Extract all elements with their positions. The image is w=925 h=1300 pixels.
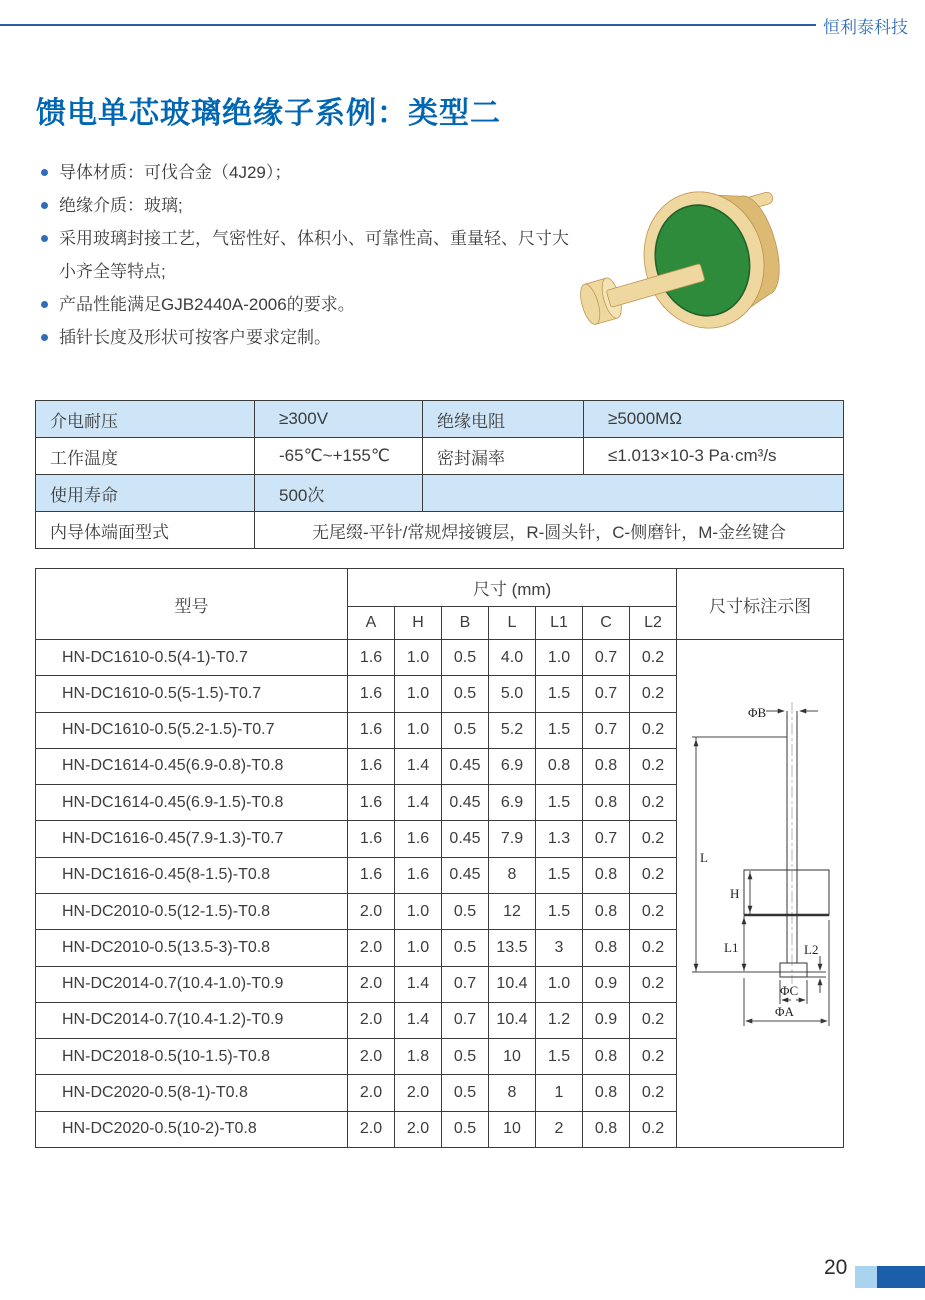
dim-label-phiA: ΦA bbox=[774, 1004, 794, 1019]
dim-cell: 10.4 bbox=[489, 966, 536, 1002]
dim-cell: 0.8 bbox=[583, 930, 630, 966]
model-cell: HN-DC1610-0.5(5-1.5)-T0.7 bbox=[36, 676, 348, 712]
model-cell: HN-DC2010-0.5(13.5-3)-T0.8 bbox=[36, 930, 348, 966]
dim-cell: 1.0 bbox=[395, 893, 442, 929]
model-cell: HN-DC1614-0.45(6.9-0.8)-T0.8 bbox=[36, 748, 348, 784]
dim-cell: 2.0 bbox=[348, 1075, 395, 1111]
table-row bbox=[36, 640, 844, 676]
dim-cell: 0.7 bbox=[442, 966, 489, 1002]
dim-cell: 0.5 bbox=[442, 930, 489, 966]
dim-cell: 0.5 bbox=[442, 1039, 489, 1075]
header-rule bbox=[0, 24, 816, 26]
dim-label-H: H bbox=[729, 886, 739, 901]
dim-cell: 1.6 bbox=[395, 857, 442, 893]
dim-cell: 6.9 bbox=[489, 785, 536, 821]
dim-cell: 0.45 bbox=[442, 785, 489, 821]
dim-col-header: C bbox=[583, 607, 630, 640]
dim-label-phiB: ΦB bbox=[747, 705, 766, 720]
dim-cell: 0.45 bbox=[442, 821, 489, 857]
dim-cell: 2.0 bbox=[348, 1039, 395, 1075]
dim-cell: 0.5 bbox=[442, 893, 489, 929]
spec-value: ≤1.013×10-3 Pa·cm³/s bbox=[584, 438, 844, 475]
model-cell: HN-DC2014-0.7(10.4-1.0)-T0.9 bbox=[36, 966, 348, 1002]
feature-text: 绝缘介质：玻璃; bbox=[59, 196, 183, 215]
spec-row bbox=[36, 401, 844, 438]
dim-cell: 0.2 bbox=[630, 640, 677, 676]
dim-cell: 1.6 bbox=[348, 712, 395, 748]
footer-accent-light bbox=[855, 1266, 877, 1288]
bullet-icon bbox=[41, 202, 48, 209]
model-header-cell: 型号 bbox=[36, 569, 348, 640]
model-cell: HN-DC1616-0.45(8-1.5)-T0.8 bbox=[36, 857, 348, 893]
page-number: 20 bbox=[824, 1256, 848, 1279]
dim-cell: 7.9 bbox=[489, 821, 536, 857]
dims-header-cell: 尺寸 (mm) bbox=[348, 569, 677, 607]
header-row bbox=[36, 569, 844, 607]
dim-cell: 0.8 bbox=[583, 1039, 630, 1075]
dim-cell: 2.0 bbox=[395, 1075, 442, 1111]
dim-cell: 0.5 bbox=[442, 1075, 489, 1111]
dim-cell: 0.7 bbox=[583, 712, 630, 748]
dim-cell: 1 bbox=[536, 1075, 583, 1111]
dim-cell: 1.0 bbox=[395, 676, 442, 712]
dim-cell: 1.6 bbox=[348, 748, 395, 784]
dim-cell: 1.3 bbox=[536, 821, 583, 857]
spec-table bbox=[35, 400, 844, 549]
dim-col-header: L bbox=[489, 607, 536, 640]
bullet-icon bbox=[41, 235, 48, 242]
dimension-drawing bbox=[678, 640, 843, 1142]
dim-cell: 1.6 bbox=[348, 785, 395, 821]
dim-cell: 1.5 bbox=[536, 893, 583, 929]
dimension-table bbox=[35, 568, 844, 1148]
dim-cell: 1.4 bbox=[395, 966, 442, 1002]
dim-cell: 1.4 bbox=[395, 1002, 442, 1038]
dim-cell: 1.4 bbox=[395, 748, 442, 784]
dim-cell: 2.0 bbox=[348, 1002, 395, 1038]
dim-cell: 0.7 bbox=[442, 1002, 489, 1038]
dim-cell: 1.0 bbox=[536, 966, 583, 1002]
dim-cell: 8 bbox=[489, 1075, 536, 1111]
dim-cell: 0.2 bbox=[630, 712, 677, 748]
dim-cell: 0.8 bbox=[536, 748, 583, 784]
dim-cell: 5.0 bbox=[489, 676, 536, 712]
dim-cell: 0.5 bbox=[442, 640, 489, 676]
dim-cell: 1.5 bbox=[536, 676, 583, 712]
dim-cell: 2.0 bbox=[348, 966, 395, 1002]
dim-col-header: L1 bbox=[536, 607, 583, 640]
dim-cell: 1.6 bbox=[348, 640, 395, 676]
dim-cell: 1.6 bbox=[348, 857, 395, 893]
dim-cell: 0.7 bbox=[583, 676, 630, 712]
footer-accent-dark bbox=[877, 1266, 925, 1288]
spec-empty-cell bbox=[423, 475, 844, 512]
dim-cell: 3 bbox=[536, 930, 583, 966]
bullet-icon bbox=[41, 169, 48, 176]
spec-label: 工作温度 bbox=[36, 438, 255, 475]
dim-cell: 1.5 bbox=[536, 857, 583, 893]
dim-cell: 0.2 bbox=[630, 857, 677, 893]
dim-cell: 0.7 bbox=[583, 821, 630, 857]
feature-text: 插针长度及形状可按客户要求定制。 bbox=[59, 328, 331, 347]
dim-cell: 10.4 bbox=[489, 1002, 536, 1038]
dim-cell: 0.5 bbox=[442, 712, 489, 748]
dimension-diagram bbox=[677, 640, 844, 1148]
dim-cell: 0.2 bbox=[630, 1075, 677, 1111]
model-cell: HN-DC1610-0.5(4-1)-T0.7 bbox=[36, 640, 348, 676]
dim-cell: 0.5 bbox=[442, 1111, 489, 1147]
dim-cell: 0.8 bbox=[583, 857, 630, 893]
dim-cell: 1.6 bbox=[348, 676, 395, 712]
feature-text: 采用玻璃封接工艺，气密性好、体积小、可靠性高、重量轻、尺寸大小齐全等特点; bbox=[59, 229, 569, 281]
dim-cell: 1.5 bbox=[536, 1039, 583, 1075]
dim-cell: 10 bbox=[489, 1039, 536, 1075]
feature-item bbox=[38, 321, 578, 354]
dim-cell: 1.0 bbox=[536, 640, 583, 676]
dim-cell: 10 bbox=[489, 1111, 536, 1147]
dim-cell: 6.9 bbox=[489, 748, 536, 784]
dim-cell: 1.4 bbox=[395, 785, 442, 821]
dim-cell: 2.0 bbox=[348, 930, 395, 966]
dim-cell: 1.0 bbox=[395, 712, 442, 748]
dim-cell: 0.9 bbox=[583, 966, 630, 1002]
spec-label: 介电耐压 bbox=[36, 401, 255, 438]
dim-cell: 0.8 bbox=[583, 1075, 630, 1111]
pin-head-outline bbox=[780, 963, 807, 977]
dim-col-header: A bbox=[348, 607, 395, 640]
bullet-icon bbox=[41, 334, 48, 341]
dim-cell: 0.2 bbox=[630, 1002, 677, 1038]
spec-label: 绝缘电阻 bbox=[423, 401, 584, 438]
dim-cell: 0.2 bbox=[630, 930, 677, 966]
dim-cell: 1.8 bbox=[395, 1039, 442, 1075]
company-logo: 恒利泰科技 bbox=[823, 18, 908, 37]
dim-col-header: B bbox=[442, 607, 489, 640]
spec-row bbox=[36, 438, 844, 475]
dim-cell: 0.2 bbox=[630, 1039, 677, 1075]
dim-cell: 0.2 bbox=[630, 1111, 677, 1147]
dim-cell: 13.5 bbox=[489, 930, 536, 966]
spec-row bbox=[36, 512, 844, 549]
dim-col-header: H bbox=[395, 607, 442, 640]
spec-value: -65℃~+155℃ bbox=[255, 438, 423, 475]
model-cell: HN-DC2010-0.5(12-1.5)-T0.8 bbox=[36, 893, 348, 929]
dim-cell: 0.8 bbox=[583, 785, 630, 821]
dim-cell: 1.5 bbox=[536, 785, 583, 821]
model-cell: HN-DC1616-0.45(7.9-1.3)-T0.7 bbox=[36, 821, 348, 857]
spec-value: 无尾缀-平针/常规焊接镀层，R-圆头针，C-侧磨针，M-金丝键合 bbox=[255, 512, 844, 549]
dim-cell: 4.0 bbox=[489, 640, 536, 676]
model-cell: HN-DC1610-0.5(5.2-1.5)-T0.7 bbox=[36, 712, 348, 748]
dim-cell: 0.45 bbox=[442, 748, 489, 784]
dim-cell: 0.8 bbox=[583, 1111, 630, 1147]
feature-text: 导体材质：可伐合金（4J29）； bbox=[59, 163, 292, 182]
product-photo bbox=[578, 172, 798, 342]
feature-list bbox=[38, 156, 578, 354]
spec-label: 内导体端面型式 bbox=[36, 512, 255, 549]
dim-cell: 0.8 bbox=[583, 748, 630, 784]
dim-cell: 2.0 bbox=[395, 1111, 442, 1147]
dim-cell: 0.5 bbox=[442, 676, 489, 712]
dim-cell: 2.0 bbox=[348, 1111, 395, 1147]
dim-cell: 2.0 bbox=[348, 893, 395, 929]
dim-cell: 1.5 bbox=[536, 712, 583, 748]
model-cell: HN-DC2020-0.5(10-2)-T0.8 bbox=[36, 1111, 348, 1147]
bullet-icon bbox=[41, 301, 48, 308]
dim-cell: 5.2 bbox=[489, 712, 536, 748]
dim-cell: 0.2 bbox=[630, 785, 677, 821]
dim-cell: 1.6 bbox=[395, 821, 442, 857]
dim-cell: 0.2 bbox=[630, 966, 677, 1002]
dim-cell: 12 bbox=[489, 893, 536, 929]
dim-cell: 2 bbox=[536, 1111, 583, 1147]
dim-cell: 0.2 bbox=[630, 893, 677, 929]
dim-cell: 1.0 bbox=[395, 930, 442, 966]
dim-cell: 0.2 bbox=[630, 821, 677, 857]
spec-row bbox=[36, 475, 844, 512]
spec-label: 密封漏率 bbox=[423, 438, 584, 475]
dim-cell: 0.9 bbox=[583, 1002, 630, 1038]
diagram-header-cell: 尺寸标注示图 bbox=[677, 569, 844, 640]
model-cell: HN-DC2020-0.5(8-1)-T0.8 bbox=[36, 1075, 348, 1111]
model-cell: HN-DC2018-0.5(10-1.5)-T0.8 bbox=[36, 1039, 348, 1075]
dim-cell: 0.2 bbox=[630, 748, 677, 784]
dim-label-phiC: ΦC bbox=[779, 983, 798, 998]
spec-value: ≥300V bbox=[255, 401, 423, 438]
dim-cell: 0.7 bbox=[583, 640, 630, 676]
spec-value: ≥5000MΩ bbox=[584, 401, 844, 438]
model-cell: HN-DC2014-0.7(10.4-1.2)-T0.9 bbox=[36, 1002, 348, 1038]
feature-item bbox=[38, 288, 578, 321]
model-cell: HN-DC1614-0.45(6.9-1.5)-T0.8 bbox=[36, 785, 348, 821]
page-title: 馈电单芯玻璃绝缘子系例：类型二 bbox=[36, 97, 501, 130]
dim-cell: 1.0 bbox=[395, 640, 442, 676]
dim-col-header: L2 bbox=[630, 607, 677, 640]
dim-cell: 8 bbox=[489, 857, 536, 893]
dim-label-L1: L1 bbox=[723, 940, 739, 955]
dim-cell: 1.6 bbox=[348, 821, 395, 857]
dim-cell: 0.2 bbox=[630, 676, 677, 712]
feature-item bbox=[38, 222, 578, 288]
feature-item bbox=[38, 156, 578, 189]
dim-label-L: L bbox=[699, 850, 708, 865]
spec-value: 500次 bbox=[255, 475, 423, 512]
dim-cell: 1.2 bbox=[536, 1002, 583, 1038]
spec-label: 使用寿命 bbox=[36, 475, 255, 512]
feature-text: 产品性能满足GJB2440A-2006的要求。 bbox=[59, 295, 355, 314]
feature-item bbox=[38, 189, 578, 222]
dim-cell: 0.45 bbox=[442, 857, 489, 893]
dim-cell: 0.8 bbox=[583, 893, 630, 929]
dim-label-L2: L2 bbox=[803, 942, 819, 957]
